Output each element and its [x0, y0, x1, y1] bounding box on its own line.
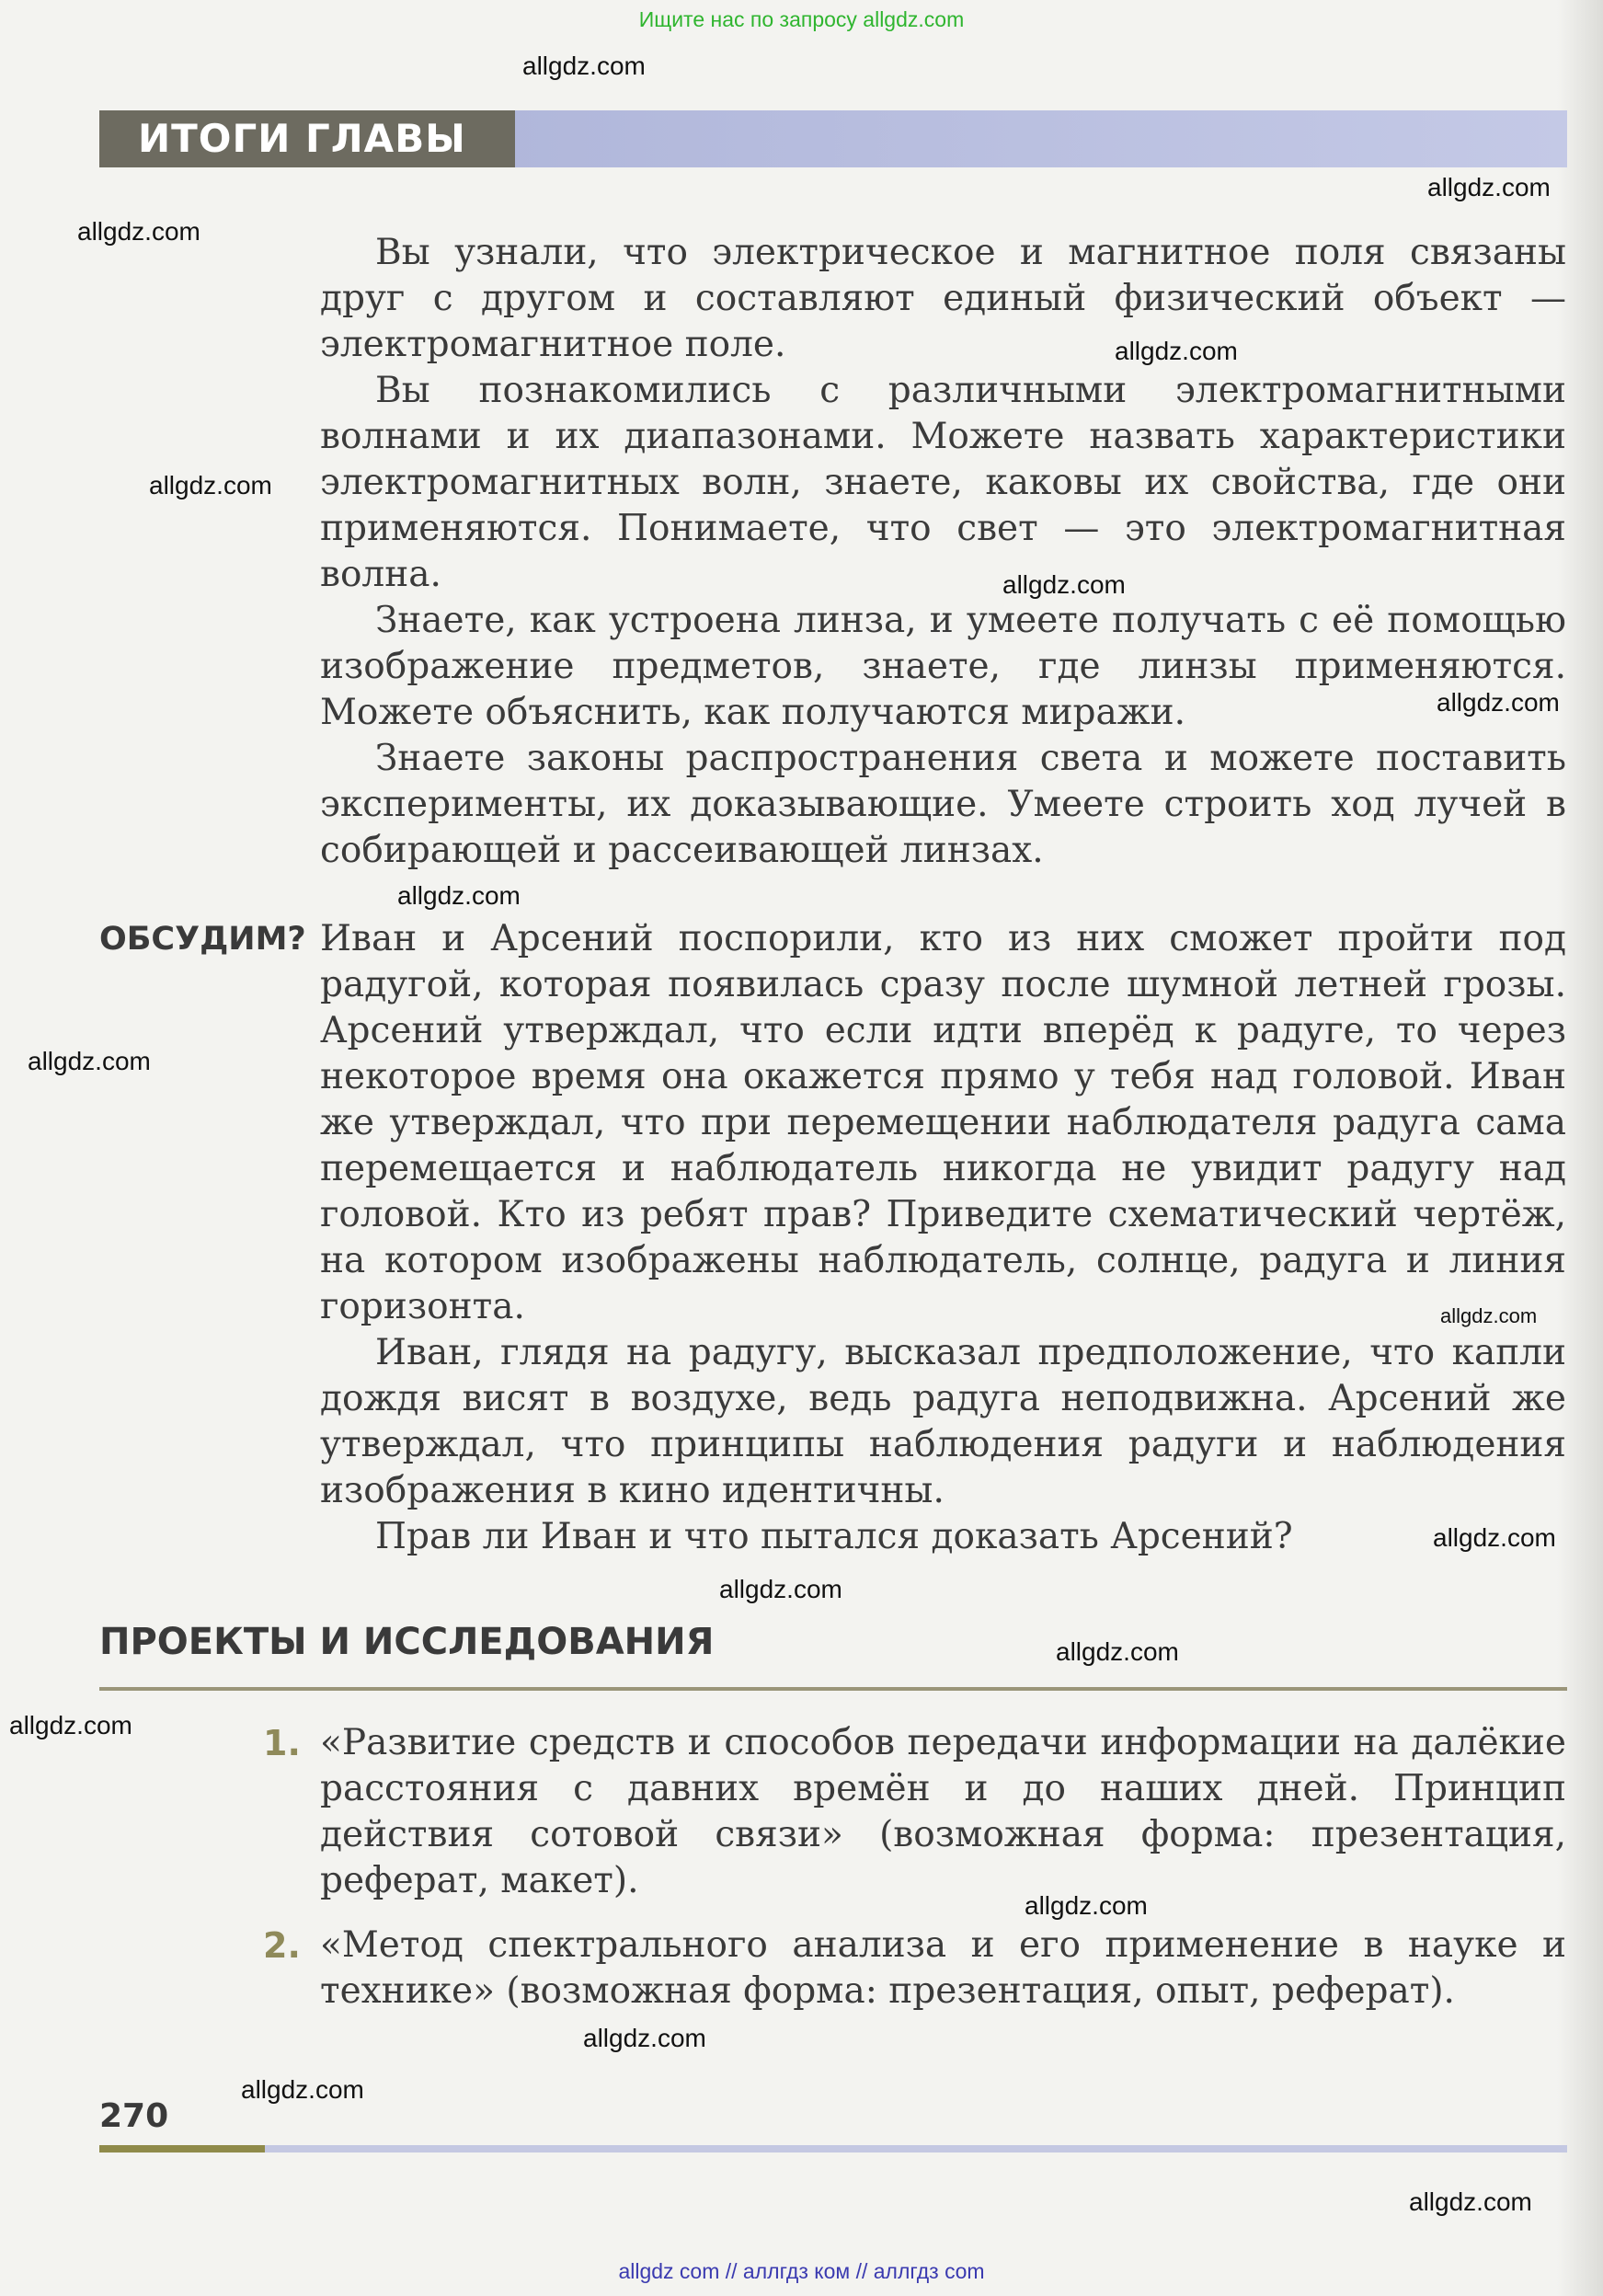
page-number: 270 [99, 2097, 169, 2135]
summary-paragraph: Вы познакомились с различными электромагнитными волнами и их диапазонами. Можете назвать характеристики электромагнитных волн, знаете, каковы их свойства, где они применяются. Понимаете, что свет — это электромагнитная волна. [320, 370, 1566, 595]
watermark: allgdz.com [241, 2075, 364, 2104]
summary-paragraph: Вы узнали, что электрическое и магнитное поля связаны друг с другом и составляют единый физический объект — электромагнитное поле. [320, 232, 1566, 365]
watermark: allgdz.com [397, 881, 521, 910]
watermark: allgdz.com [9, 1711, 132, 1739]
watermark: allgdz.com [149, 471, 272, 499]
watermark: allgdz.com [1437, 688, 1560, 717]
watermark: allgdz.com [1002, 570, 1126, 599]
watermark: allgdz.com [1025, 1891, 1148, 1920]
watermark: allgdz.com [1427, 173, 1551, 201]
project-number: 1. [263, 1723, 301, 1763]
project-number: 2. [263, 1925, 301, 1966]
watermark: allgdz.com [1115, 337, 1238, 365]
discuss-paragraph: Прав ли Иван и что пытался доказать Арсений? [375, 1516, 1293, 1557]
discuss-label: ОБСУДИМ? [99, 921, 306, 958]
section-divider [99, 1687, 1567, 1691]
chapter-title: ИТОГИ ГЛАВЫ [138, 116, 466, 161]
footer-rule [99, 2145, 1567, 2152]
project-text: «Метод спектрального анализа и его применение в науке и технике» (возможная форма: презентация, опыт, реферат). [320, 1924, 1566, 2012]
projects-section-title: ПРОЕКТЫ И ИССЛЕДОВАНИЯ [99, 1621, 715, 1663]
footer-rule-accent [99, 2145, 265, 2152]
watermark: allgdz.com [77, 217, 200, 246]
top-banner-link[interactable]: Ищите нас по запросу allgdz.com [638, 7, 965, 31]
watermark: allgdz.com [522, 52, 646, 80]
bottom-banner-link[interactable]: allgdz com // аллгдз ком // аллгдз com [618, 2259, 985, 2283]
summary-paragraph: Знаете законы распространения света и можете поставить эксперименты, их доказывающие. Умеете строить ход лучей в собирающей и рассеивающей линзах. [320, 738, 1566, 871]
watermark: allgdz.com [1433, 1523, 1556, 1552]
watermark: allgdz.com [1409, 2187, 1532, 2216]
watermark: allgdz.com [583, 2024, 706, 2052]
watermark: allgdz.com [28, 1047, 151, 1075]
discuss-paragraph: Иван и Арсений поспорили, кто из них сможет пройти под радугой, которая появилась сразу после шумной летней грозы. Арсений утверждал, что если идти вперёд к радуге, то через некоторое время она окажется прямо у тебя над головой. Иван же утверждал, что при перемещении наблюдателя радуга сама перемещается и наблюдатель никогда не увидит радугу над головой. Кто из ребят прав? Приведите схематический чертёж, на котором изображены наблюдатель, солнце, радуга и линия горизонта. [320, 918, 1566, 1327]
project-text: «Развитие средств и способов передачи информации на далёкие расстояния с давних времён и до наших дней. Принцип действия сотовой связи» (возможная форма: презентация, реферат, макет). [320, 1722, 1566, 1901]
discuss-paragraph: Иван, глядя на радугу, высказал предположение, что капли дождя висят в воздухе, ведь радуга неподвижна. Арсений же утверждал, что принципы наблюдения радуги и наблюдения изображения в кино идентичны. [320, 1332, 1566, 1511]
summary-paragraph: Знаете, как устроена линза, и умеете получать с её помощью изображение предметов, знаете, где линзы применяются. Можете объяснить, как получаются миражи. [320, 600, 1566, 733]
watermark: allgdz.com [1440, 1304, 1538, 1327]
watermark: allgdz.com [1056, 1637, 1179, 1666]
watermark: allgdz.com [719, 1575, 842, 1603]
